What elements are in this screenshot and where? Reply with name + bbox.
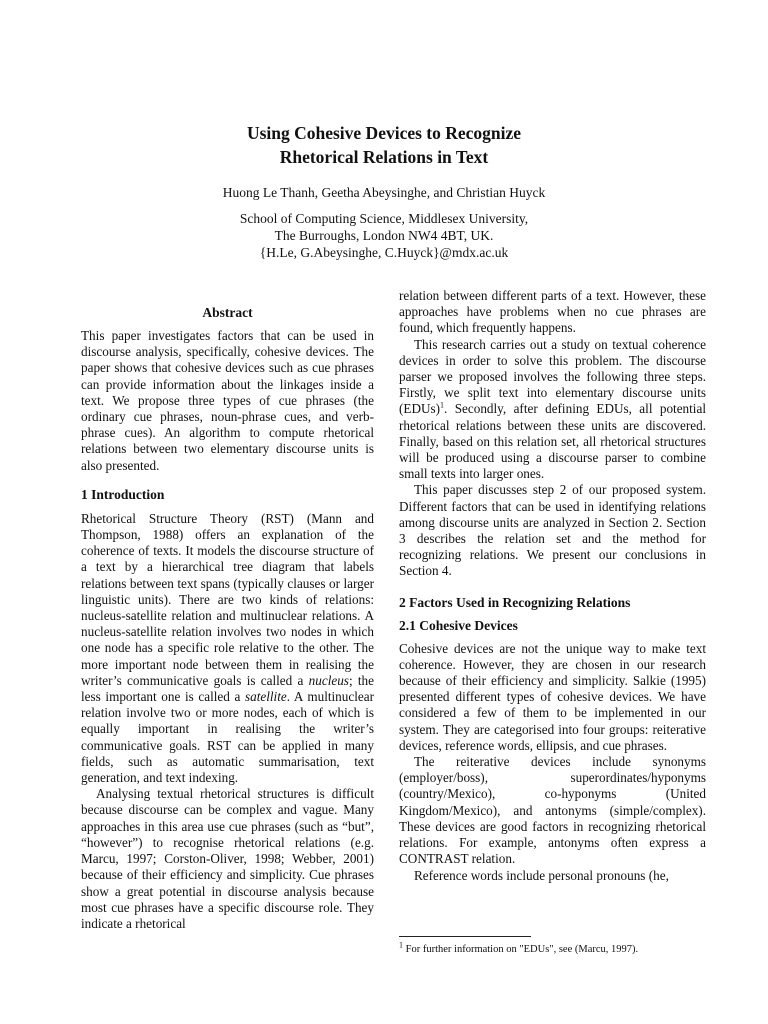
intro-p1-part-a: Rhetorical Structure Theory (RST) (Mann and Thompson, 1988) offers an explanation of the coherence of texts. It models the discourse structure of a text by a hierarchical tree diagram that labels relations between text spans (typically clauses or larger linguistic units). There are two kinds of relations: nucleus-satellite relation and multinuclear relations. A nucleus-satellite relation involves two nodes in which one node has a specific role relative to the other. The more important node between them in realising the writer’s communicative goals is called a bbox=[81, 510, 374, 688]
affiliation-emails: {H.Le, G.Abeysinghe, C.Huyck}@mdx.ac.uk bbox=[259, 245, 509, 260]
affiliation-line-1: School of Computing Science, Middlesex University, bbox=[239, 211, 529, 226]
abstract-text: This paper investigates factors that can be used in discourse analysis, specifically, cohesive devices. The paper shows that cohesive devices such as cue phrases can provide information about the linkages inside a text. We propose three types of cue phrases (the ordinary cue phrases, noun-phrase cues, and verb-phrase cues). An algorithm to compute rhetorical relations between two elementary discourse units is also presented. bbox=[81, 328, 374, 473]
footnote bbox=[399, 936, 706, 956]
term-nucleus: nucleus bbox=[308, 672, 349, 688]
section-2-paragraph-2: The reiterative devices include synonyms (employer/boss), superordinates/hyponyms (country/Mexico), co-hyponyms (United Kingdom/Mexico), and antonyms (simple/complex). These devices are good factors in recognizing rhetorical relations. For example, antonyms often express a CONTRAST relation. bbox=[399, 754, 706, 867]
section-2-paragraph-1: Cohesive devices are not the unique way to make text coherence. However, they are chosen in our research because of their efficiency and simplicity. Salkie (1995) presented different types of cohesive devices. We have considered a few of them to be implemented in our system. They are categorised into four groups: reiterative devices, reference words, ellipsis, and cue phrases. bbox=[399, 640, 706, 753]
intro-paragraph-4: This paper discusses step 2 of our proposed system. Different factors that can be used in identifying relations among discourse units are analyzed in Section 2. Section 3 describes the relation set and the method for recognizing relations. We present our conclusions in Section 4. bbox=[399, 482, 706, 579]
section-2-paragraph-3: Reference words include personal pronouns (he, bbox=[414, 867, 669, 883]
intro-p1-part-c: . A multinuclear relation involve two or more nodes, each of which is equally important in realising the writer’s communicative goals. RST can be applied in many fields, such as automatic summarisation, text generation, and text indexing. bbox=[81, 689, 374, 786]
affiliation-line-2: The Burroughs, London NW4 4BT, UK. bbox=[274, 228, 494, 243]
footnote-reference: 1 bbox=[440, 401, 445, 411]
title-line-1: Using Cohesive Devices to Recognize bbox=[246, 123, 522, 143]
intro-paragraph-3 bbox=[399, 337, 706, 483]
section-2-heading: 2 Factors Used in Recognizing Relations bbox=[399, 594, 631, 610]
right-column bbox=[399, 288, 706, 884]
intro-p1-part-b: ; the less important one is called a bbox=[81, 672, 374, 705]
intro-heading: 1 Introduction bbox=[81, 486, 165, 502]
paper-title bbox=[0, 121, 768, 169]
intro-paragraph-1 bbox=[81, 511, 374, 786]
section-2-1-heading: 2.1 Cohesive Devices bbox=[399, 617, 518, 633]
title-line-2: Rhetorical Relations in Text bbox=[279, 147, 489, 167]
footnote-text bbox=[399, 940, 706, 956]
intro-p3-part-b: . Secondly, after defining EDUs, all potential rhetorical relations between these units are discovered. Finally, based on this relation set, all rhetorical structures will be produced using a discourse parser to combine small texts into larger ones. bbox=[399, 401, 706, 482]
intro-paragraph-2-continued: relation between different parts of a text. However, these approaches have problems when no cue phrases are found, which frequently happens. bbox=[399, 288, 706, 336]
term-satellite: satellite bbox=[244, 689, 287, 705]
authors: Huong Le Thanh, Geetha Abeysinghe, and Christian Huyck bbox=[222, 185, 546, 200]
footnote-mark: 1 bbox=[399, 940, 403, 950]
footnote-body: For further information on "EDUs", see (Marcu, 1997). bbox=[403, 944, 639, 955]
intro-paragraph-2: Analysing textual rhetorical structures is difficult because discourse can be complex and vague. Many approaches in this area use cue phrases (such as “but”, “however”) to recognise rhetorical relations (e.g. Marcu, 1997; Corston-Oliver, 1998; Webber, 2001) because of their efficiency and simplicity. Cue phrases show a great potential in discourse analysis because most cue phrases have a specific discourse role. They indicate a rhetorical bbox=[81, 786, 374, 931]
affiliation bbox=[0, 210, 768, 261]
footnote-divider bbox=[399, 936, 531, 937]
abstract-heading: Abstract bbox=[202, 305, 253, 320]
left-column bbox=[81, 305, 374, 932]
intro-p3-part-a: This research carries out a study on textual coherence devices in order to solve this problem. The discourse parser we proposed involves the following three steps. Firstly, we split text into elementary discourse units (EDUs) bbox=[399, 336, 706, 417]
